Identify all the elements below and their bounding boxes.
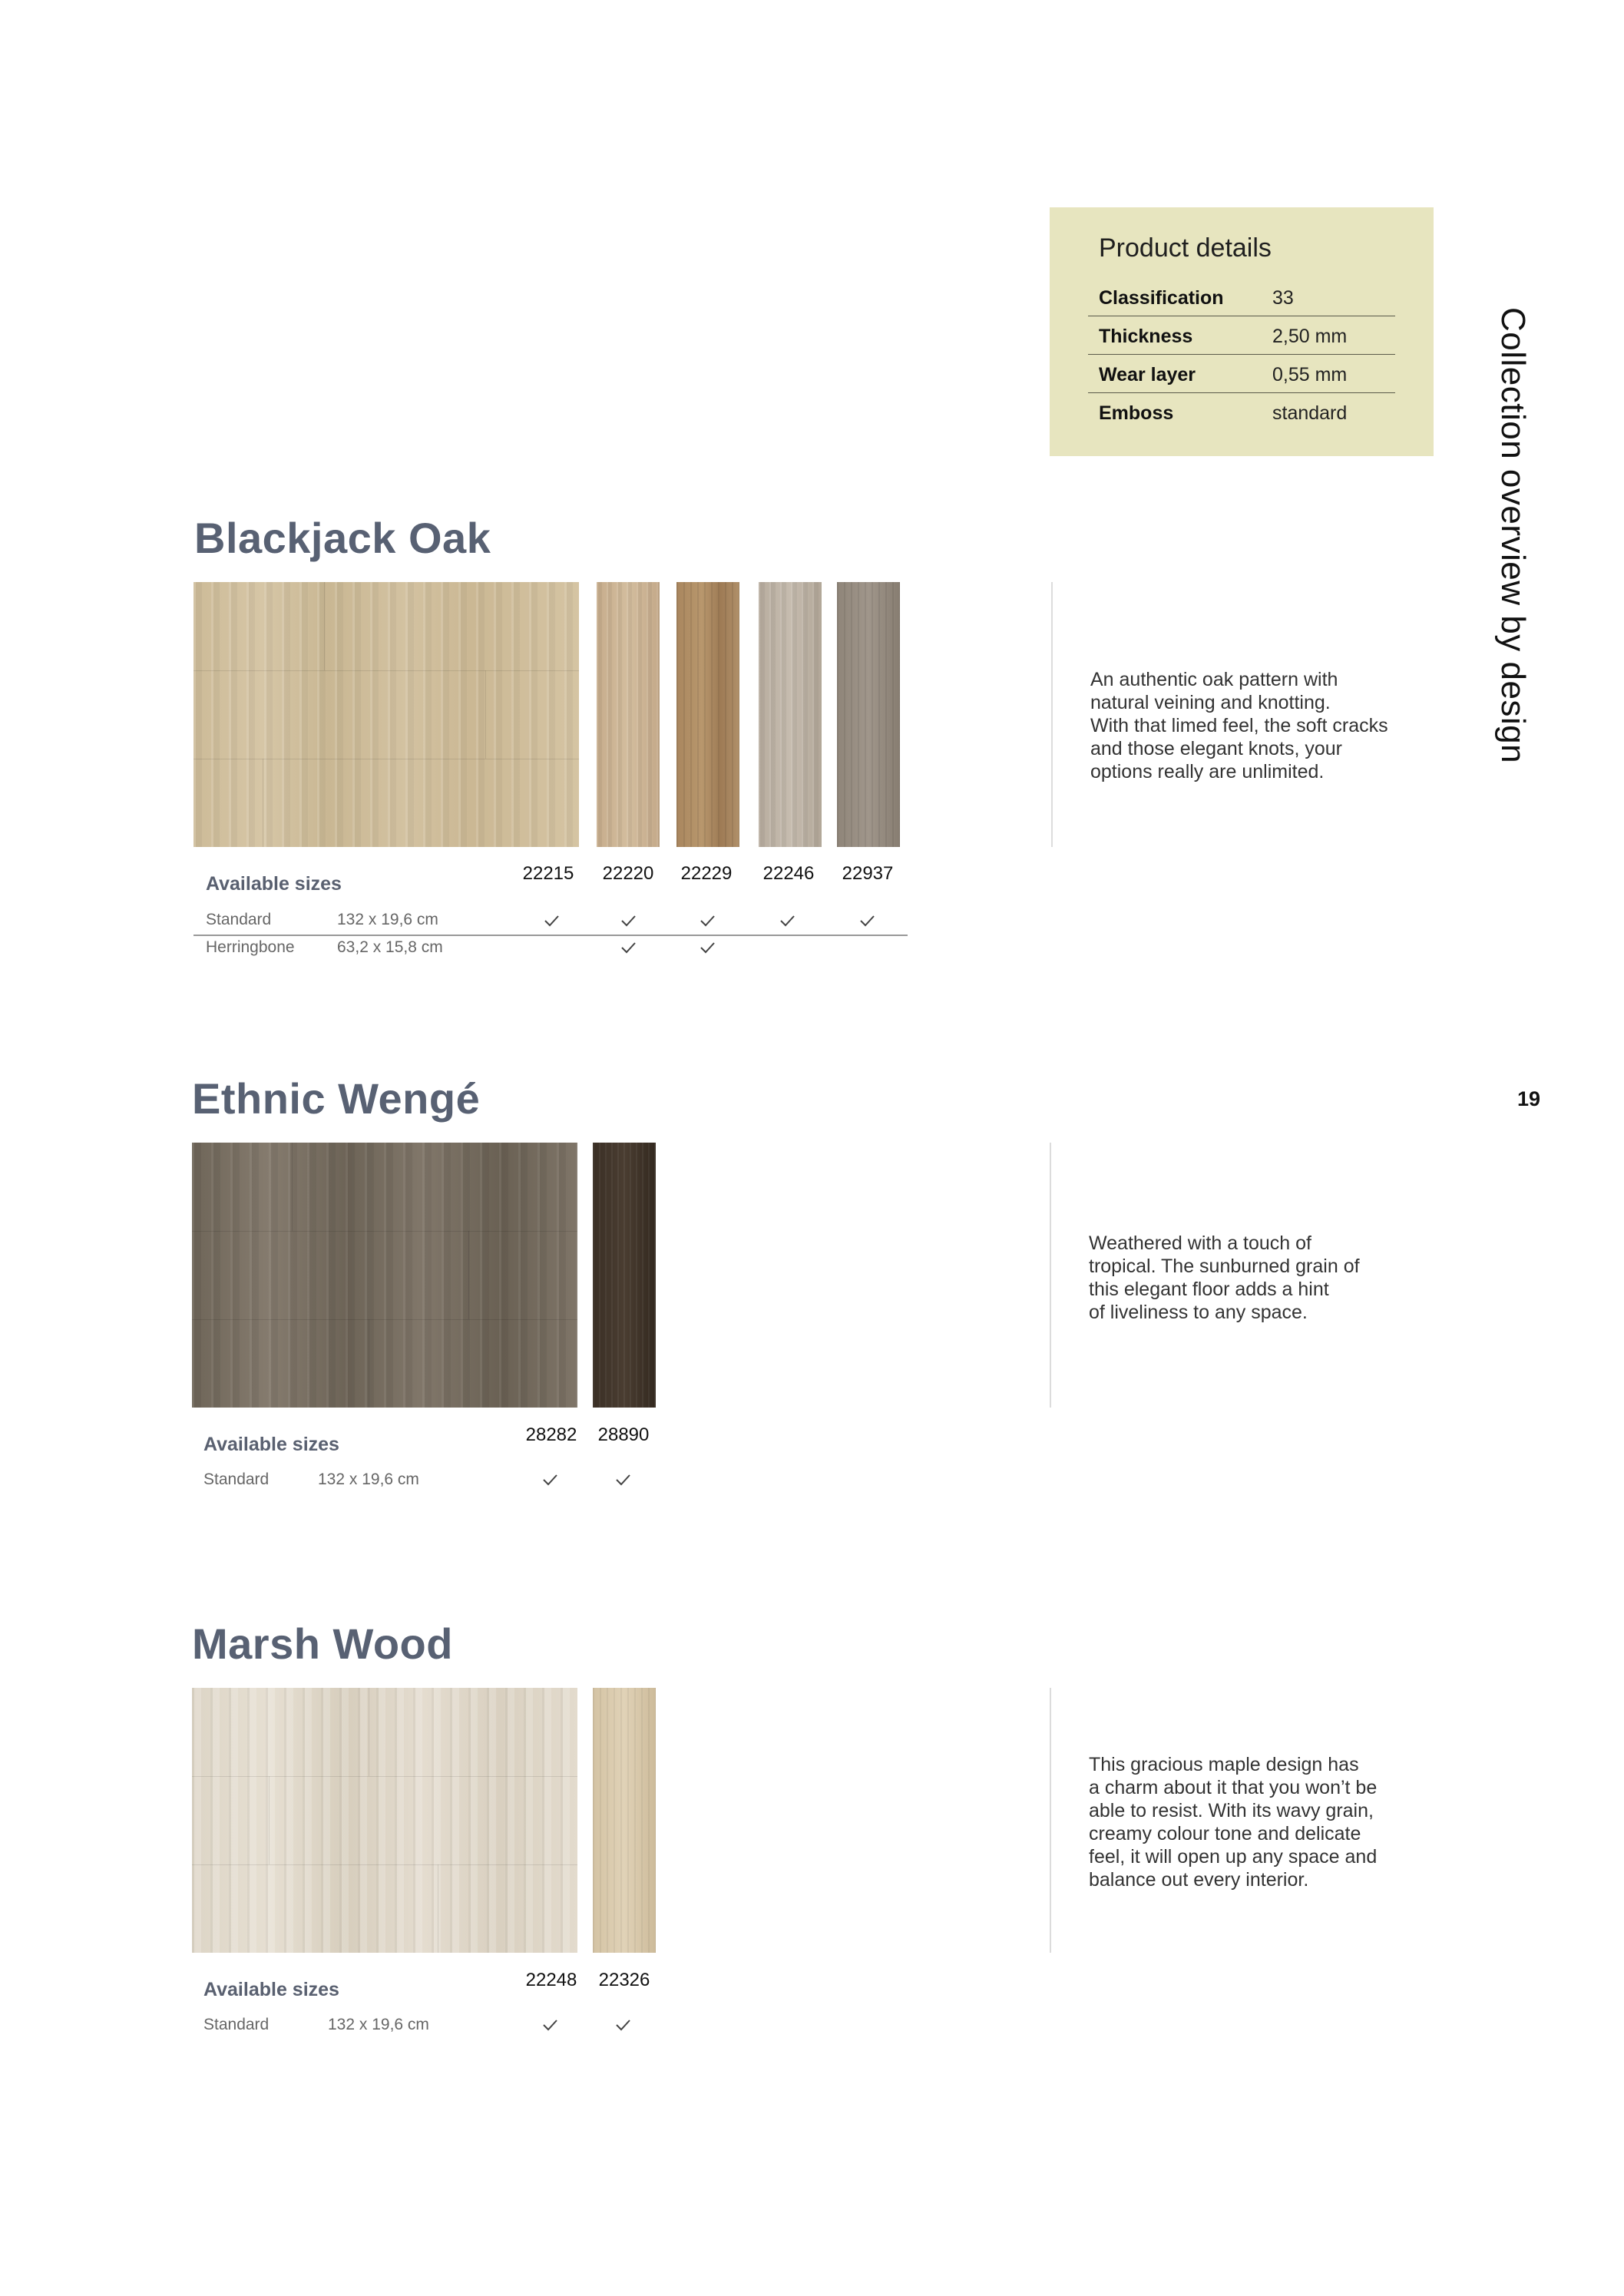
check-icon xyxy=(542,911,561,930)
plank-sample xyxy=(593,1143,656,1408)
size-dimensions: 63,2 x 15,8 cm xyxy=(337,938,443,956)
detail-key: Wear layer xyxy=(1099,364,1196,385)
detail-value: 2,50 mm xyxy=(1272,326,1348,347)
floor-sample-main xyxy=(193,582,579,847)
floor-sample-main xyxy=(192,1688,577,1953)
section-title: Ethnic Wengé xyxy=(192,1074,481,1123)
floor-sample-main xyxy=(192,1143,577,1408)
plank-sample xyxy=(837,582,900,847)
check-icon xyxy=(614,1471,632,1489)
product-detail-row xyxy=(1088,355,1395,393)
product-code: 22937 xyxy=(842,863,894,884)
section-description: This gracious maple design has a charm about it that you won’t be able to resist. With its wavy grain, creamy colour tone and delicate feel, it will open up any space and balance out every interior. xyxy=(1089,1754,1378,1891)
product-code: 22229 xyxy=(680,863,733,884)
divider xyxy=(1051,582,1053,847)
check-icon xyxy=(858,911,876,930)
plank-sample xyxy=(597,582,660,847)
detail-value: 33 xyxy=(1272,287,1294,309)
table-divider xyxy=(193,935,908,936)
section-title: Blackjack Oak xyxy=(194,514,491,562)
product-detail-row xyxy=(1088,393,1395,432)
size-dimensions: 132 x 19,6 cm xyxy=(318,1471,419,1488)
divider xyxy=(1050,1143,1051,1408)
plank-sample xyxy=(676,582,739,847)
product-code: 22220 xyxy=(602,863,654,884)
size-label: Herringbone xyxy=(206,938,295,956)
product-code: 28890 xyxy=(597,1424,650,1445)
check-icon xyxy=(541,1471,559,1489)
detail-key: Thickness xyxy=(1099,326,1193,347)
check-icon xyxy=(619,911,637,930)
product-details-title: Product details xyxy=(1099,233,1272,263)
product-detail-row xyxy=(1088,278,1395,316)
check-icon xyxy=(778,911,796,930)
size-label: Standard xyxy=(203,2016,270,2033)
product-code: 22246 xyxy=(762,863,815,884)
product-details-box xyxy=(1050,207,1434,456)
detail-value: standard xyxy=(1272,402,1348,424)
check-icon xyxy=(541,2016,559,2034)
size-label: Standard xyxy=(203,1471,270,1488)
plank-sample xyxy=(759,582,822,847)
page-number: 19 xyxy=(1517,1087,1541,1110)
check-icon xyxy=(698,911,716,930)
available-sizes-label: Available sizes xyxy=(203,1979,339,2000)
detail-key: Emboss xyxy=(1099,402,1174,424)
available-sizes-label: Available sizes xyxy=(203,1434,339,1455)
size-label: Standard xyxy=(206,911,272,928)
check-icon xyxy=(698,938,716,957)
product-code: 22326 xyxy=(598,1970,650,1990)
product-code: 22215 xyxy=(522,863,574,884)
divider xyxy=(1050,1688,1051,1953)
section-description: Weathered with a touch of tropical. The sunburned grain of this elegant floor adds a hint of liveliness to any space. xyxy=(1089,1232,1360,1323)
detail-key: Classification xyxy=(1099,287,1224,309)
available-sizes-label: Available sizes xyxy=(206,873,342,895)
size-dimensions: 132 x 19,6 cm xyxy=(337,911,438,928)
plank-sample xyxy=(593,1688,656,1953)
check-icon xyxy=(614,2016,632,2034)
product-detail-row xyxy=(1088,316,1395,355)
size-dimensions: 132 x 19,6 cm xyxy=(328,2016,429,2033)
side-title: Collection overview by design xyxy=(1494,307,1532,764)
section-description: An authentic oak pattern with natural veining and knotting. With that limed feel, the soft cracks and those elegant knots, your options really are unlimited. xyxy=(1090,669,1388,782)
product-code: 28282 xyxy=(525,1424,577,1445)
check-icon xyxy=(619,938,637,957)
product-code: 22248 xyxy=(525,1970,577,1990)
section-title: Marsh Wood xyxy=(192,1619,453,1668)
detail-value: 0,55 mm xyxy=(1272,364,1348,385)
